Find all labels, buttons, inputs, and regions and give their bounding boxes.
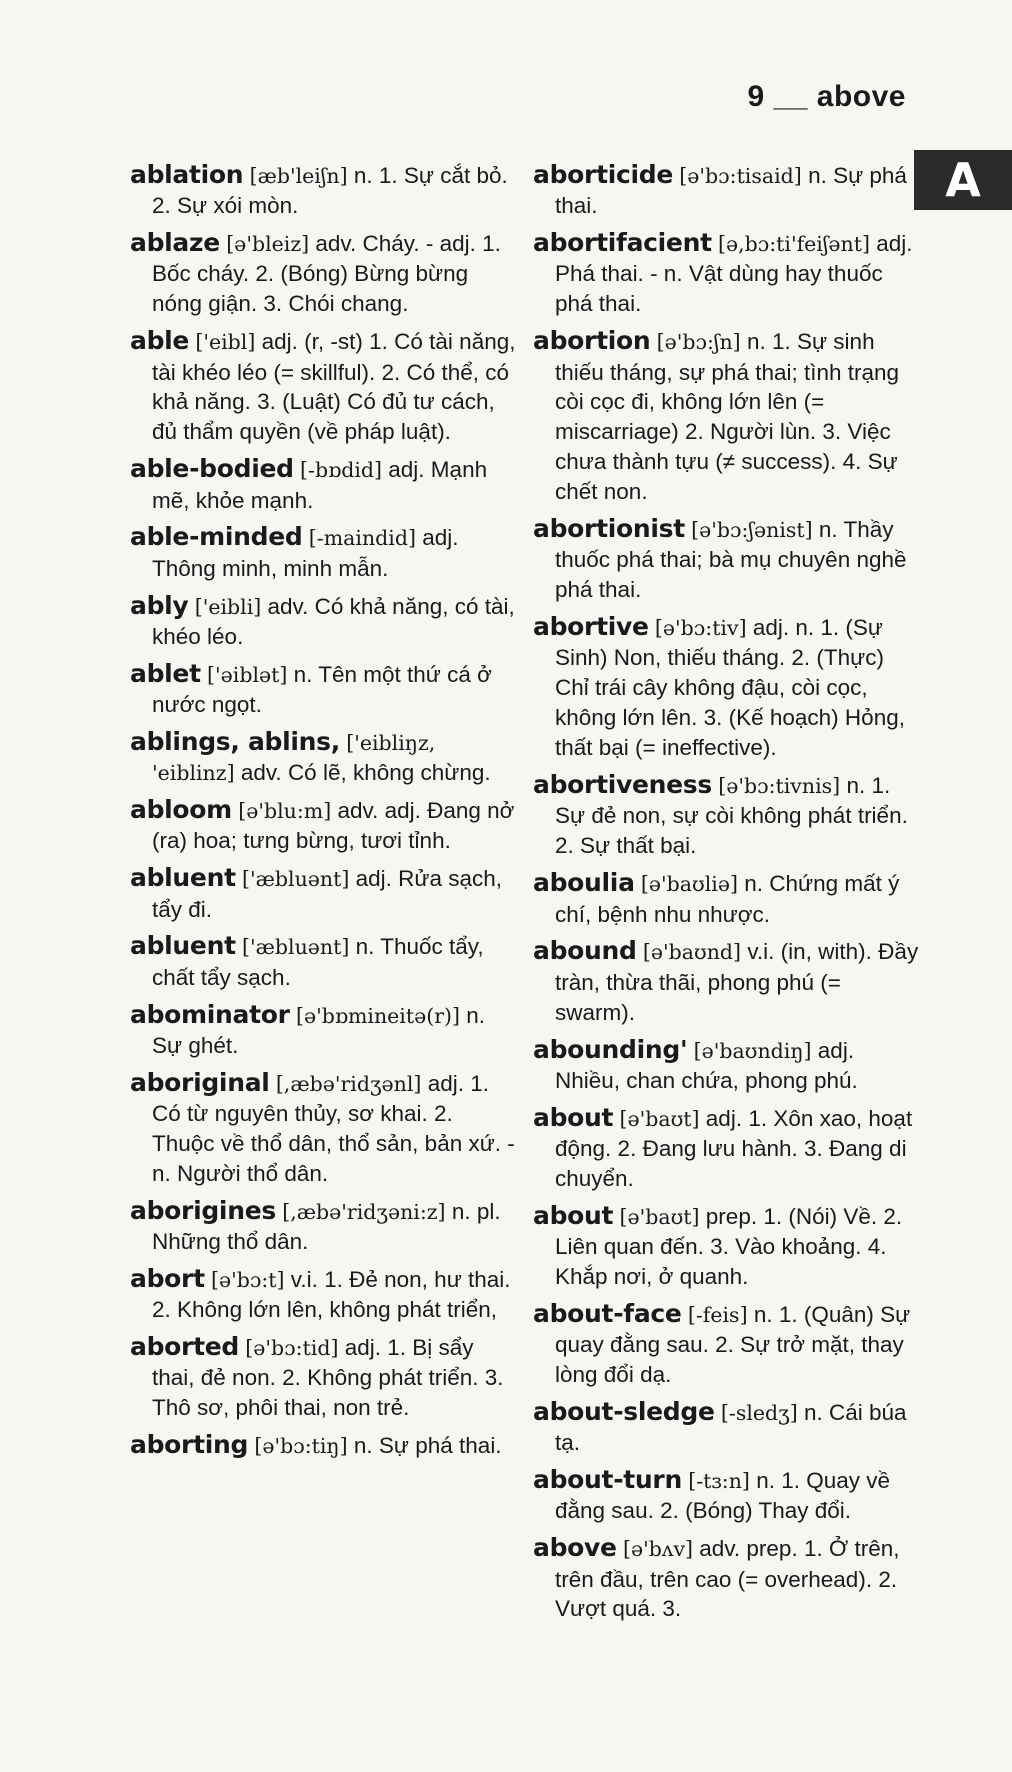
definition: n. Cái búa tạ. xyxy=(555,1399,907,1456)
dictionary-entry xyxy=(533,226,921,319)
phonetic: [ə'bɔ:tiŋ] xyxy=(254,1434,348,1459)
phonetic: [-maindid] xyxy=(308,526,416,551)
headword: aboriginal xyxy=(130,1067,270,1097)
dictionary-entry xyxy=(533,512,921,605)
definition: v.i. 1. Đẻ non, hư thai. 2. Không lớn lên, không phát triển, xyxy=(152,1267,511,1323)
running-header xyxy=(748,80,906,114)
phonetic: [ə'bleiz] xyxy=(226,232,310,257)
dictionary-entry xyxy=(130,452,518,515)
definition: n. 1. Sự sinh thiếu tháng, sự phá thai; tình trạng còi cọc đi, không lớn lên (= miscarriage) 2. Người lùn. 3. Việc chưa thành tựu (≠ success). 4. Sự chết non. xyxy=(555,329,900,505)
phonetic: [ə'blu:m] xyxy=(238,799,332,824)
headword: aboulia xyxy=(533,868,635,898)
dictionary-entry xyxy=(533,1033,921,1096)
phonetic: [ə'baʊnd] xyxy=(642,940,742,965)
dictionary-entry xyxy=(130,1194,518,1257)
definition: adv. prep. 1. Ở trên, trên đầu, trên cao (= overhead). 2. Vượt quá. 3. xyxy=(555,1536,900,1622)
headword: abominator xyxy=(130,999,290,1029)
dictionary-entry xyxy=(533,866,921,929)
left-column xyxy=(130,158,518,1467)
phonetic: [ə,bɔ:ti'feiʃənt] xyxy=(718,232,870,257)
dictionary-entry xyxy=(130,861,518,924)
definition: adj. Mạnh mẽ, khỏe mạnh. xyxy=(152,457,488,513)
headword: aborticide xyxy=(533,160,674,189)
phonetic: [ə'bɔ:ʃənist] xyxy=(691,518,813,543)
headword: ably xyxy=(130,590,189,620)
headword: ablet xyxy=(130,658,201,688)
headword: able-bodied xyxy=(130,454,294,484)
dictionary-entry xyxy=(533,158,921,221)
headword: abounding' xyxy=(533,1034,688,1064)
phonetic: [ə'bɔ:tid] xyxy=(245,1336,339,1361)
dictionary-entry xyxy=(533,1463,921,1526)
phonetic: [ə'bɔ:tiv] xyxy=(654,616,747,641)
dictionary-entry xyxy=(533,610,921,763)
definition: adj. Rửa sạch, tẩy đi. xyxy=(152,866,503,922)
phonetic: ['eibliŋz, 'eiblinz] xyxy=(152,730,436,786)
headword: about xyxy=(533,1200,614,1230)
definition: adj. 1. Có từ nguyên thủy, sơ khai. 2. Thuộc về thổ dân, thổ sản, bản xứ. - n. Người thổ dân. xyxy=(152,1070,515,1186)
headword: abortiveness xyxy=(533,770,712,800)
phonetic: [ə'bʌv] xyxy=(622,1537,694,1562)
phonetic: ['eibl] xyxy=(195,330,256,355)
headword: aborting xyxy=(130,1430,249,1460)
definition: n. pl. Những thổ dân. xyxy=(152,1198,501,1255)
phonetic: [ə'bɔ:tivnis] xyxy=(718,774,841,799)
definition: n. 1. Sự đẻ non, sự còi không phát triển. 2. Sự thất bại. xyxy=(555,773,908,859)
headword: abort xyxy=(130,1264,205,1294)
definition: n. Sự phá thai. xyxy=(353,1433,502,1459)
definition: v.i. (in, with). Đầy tràn, thừa thãi, phong phú (= swarm). xyxy=(555,939,919,1025)
phonetic: [,æbə'ridʒənl] xyxy=(275,1071,422,1096)
dictionary-entry xyxy=(130,1428,518,1461)
dictionary-entry xyxy=(130,1262,518,1325)
phonetic: ['æbluənt] xyxy=(242,935,350,960)
dictionary-entry xyxy=(130,793,518,856)
dictionary-entry xyxy=(130,657,518,720)
definition: n. Chứng mất ý chí, bệnh nhu nhược. xyxy=(555,871,900,927)
phonetic: [-tɜ:n] xyxy=(688,1469,750,1494)
page-number: 9 xyxy=(747,80,765,113)
dictionary-entry xyxy=(533,1297,921,1390)
phonetic: ['æbluənt] xyxy=(242,867,350,892)
phonetic: [ə'baʊndiŋ] xyxy=(693,1038,812,1063)
headword: above xyxy=(533,1533,617,1563)
dictionary-entry xyxy=(130,520,518,583)
dictionary-entry xyxy=(130,725,518,788)
dictionary-entry xyxy=(130,226,518,319)
dictionary-entry xyxy=(533,768,921,861)
phonetic: [ə'bɔ:t] xyxy=(211,1268,285,1293)
definition: prep. 1. (Nói) Về. 2. Liên quan đến. 3. Vào khoảng. 4. Khắp nơi, ở quanh. xyxy=(555,1203,903,1289)
phonetic: [ə'bɔ:ʃn] xyxy=(656,330,741,355)
dictionary-entry xyxy=(533,1101,921,1194)
phonetic: [æb'leiʃn] xyxy=(249,164,348,188)
definition: adv. adj. Đang nở (ra) hoa; tưng bừng, tươi tỉnh. xyxy=(152,798,515,854)
headword: abluent xyxy=(130,863,236,893)
headword: about-sledge xyxy=(533,1396,715,1426)
headword: aborigines xyxy=(130,1195,276,1225)
phonetic: [ə'baʊt] xyxy=(619,1106,700,1131)
phonetic: [-feis] xyxy=(687,1302,748,1327)
dictionary-entry xyxy=(130,324,518,447)
headword: ablation xyxy=(130,160,244,189)
phonetic: [ə'bɔ:tisaid] xyxy=(679,164,802,188)
headword: about xyxy=(533,1102,614,1132)
definition: n. Thầy thuốc phá thai; bà mụ chuyên nghề phá thai. xyxy=(555,517,907,603)
definition: n. 1. Quay về đằng sau. 2. (Bóng) Thay đổi. xyxy=(555,1468,891,1524)
headword: abortionist xyxy=(533,514,685,544)
headword: abortive xyxy=(533,612,649,642)
headword: about-face xyxy=(533,1298,682,1328)
definition: n. Tên một thứ cá ở nước ngọt. xyxy=(152,661,492,718)
dictionary-entry xyxy=(130,589,518,652)
definition: adv. Cháy. - adj. 1. Bốc cháy. 2. (Bóng) Bừng bừng nóng giận. 3. Chói chang. xyxy=(152,231,501,317)
headword: about-turn xyxy=(533,1465,682,1495)
phonetic: [ə'bɒmineitə(r)] xyxy=(295,1003,461,1028)
headword: able-minded xyxy=(130,522,303,552)
dictionary-entry xyxy=(130,158,518,221)
definition: n. Thuốc tẩy, chất tẩy sạch. xyxy=(152,934,484,990)
headword: ablaze xyxy=(130,228,220,258)
definition: n. 1. (Quân) Sự quay đằng sau. 2. Sự trở mặt, thay lòng đổi dạ. xyxy=(555,1301,911,1388)
definition: adj. n. 1. (Sự Sinh) Non, thiếu tháng. 2. (Thực) Chỉ trái cây không đậu, còi cọc, không lớn lên. 3. (Kế hoạch) Hỏng, thất bại (= ineffective). xyxy=(555,615,905,761)
guide-word: above xyxy=(816,80,906,113)
definition: adj. 1. Xôn xao, hoạt động. 2. Đang lưu hành. 3. Đang di chuyển. xyxy=(555,1105,913,1191)
definition: adj. (r, -st) 1. Có tài năng, tài khéo léo (= skillful). 2. Có thể, có khả năng. 3. (Luật) Có đủ tư cách, đủ thẩm quyền (về pháp luật). xyxy=(152,329,516,445)
definition: adj. Phá thai. - n. Vật dùng hay thuốc phá thai. xyxy=(555,231,913,317)
phonetic: ['əiblət] xyxy=(207,662,288,687)
definition: adv. Có khả năng, có tài, khéo léo. xyxy=(152,593,515,649)
definition: adj. Thông minh, minh mẫn. xyxy=(152,525,459,581)
headword: abluent xyxy=(130,931,236,961)
dictionary-entry xyxy=(533,324,921,507)
definition: n. Sự ghét. xyxy=(152,1002,486,1058)
phonetic: [ə'baʊliə] xyxy=(640,872,738,897)
headword: abloom xyxy=(130,795,232,825)
headword: abortion xyxy=(533,326,651,356)
phonetic: [-bɒdid] xyxy=(300,458,383,483)
definition: adv. Có lẽ, không chừng. xyxy=(240,760,491,786)
dictionary-entry xyxy=(533,1395,921,1458)
dictionary-entry xyxy=(130,929,518,992)
phonetic: ['eibli] xyxy=(194,594,262,619)
definition: adj. Nhiều, chan chứa, phong phú. xyxy=(555,1037,858,1093)
right-column xyxy=(533,158,921,1629)
tab-letter: A xyxy=(945,153,981,207)
phonetic: [ə'baʊt] xyxy=(619,1204,700,1229)
dictionary-entry xyxy=(130,1066,518,1189)
headword: abortifacient xyxy=(533,228,712,258)
headword: aborted xyxy=(130,1332,239,1362)
dictionary-entry xyxy=(533,1531,921,1624)
headword: abound xyxy=(533,936,637,966)
alphabet-tab xyxy=(914,150,1012,210)
dictionary-entry xyxy=(130,1330,518,1423)
dictionary-entry xyxy=(130,998,518,1061)
header-separator: __ xyxy=(773,80,808,113)
definition: n. Sự phá thai. xyxy=(555,163,907,219)
headword: ablings, ablins, xyxy=(130,726,340,756)
headword: able xyxy=(130,326,190,356)
phonetic: [,æbə'ridʒəni:z] xyxy=(282,1199,446,1224)
phonetic: [-sledʒ] xyxy=(720,1400,798,1425)
dictionary-entry xyxy=(533,1199,921,1292)
dictionary-entry xyxy=(533,934,921,1027)
definition: adj. 1. Bị sẩy thai, đẻ non. 2. Không phát triển. 3. Thô sơ, phôi thai, non trẻ. xyxy=(152,1335,504,1421)
definition: n. 1. Sự cắt bỏ. 2. Sự xói mòn. xyxy=(152,163,508,219)
